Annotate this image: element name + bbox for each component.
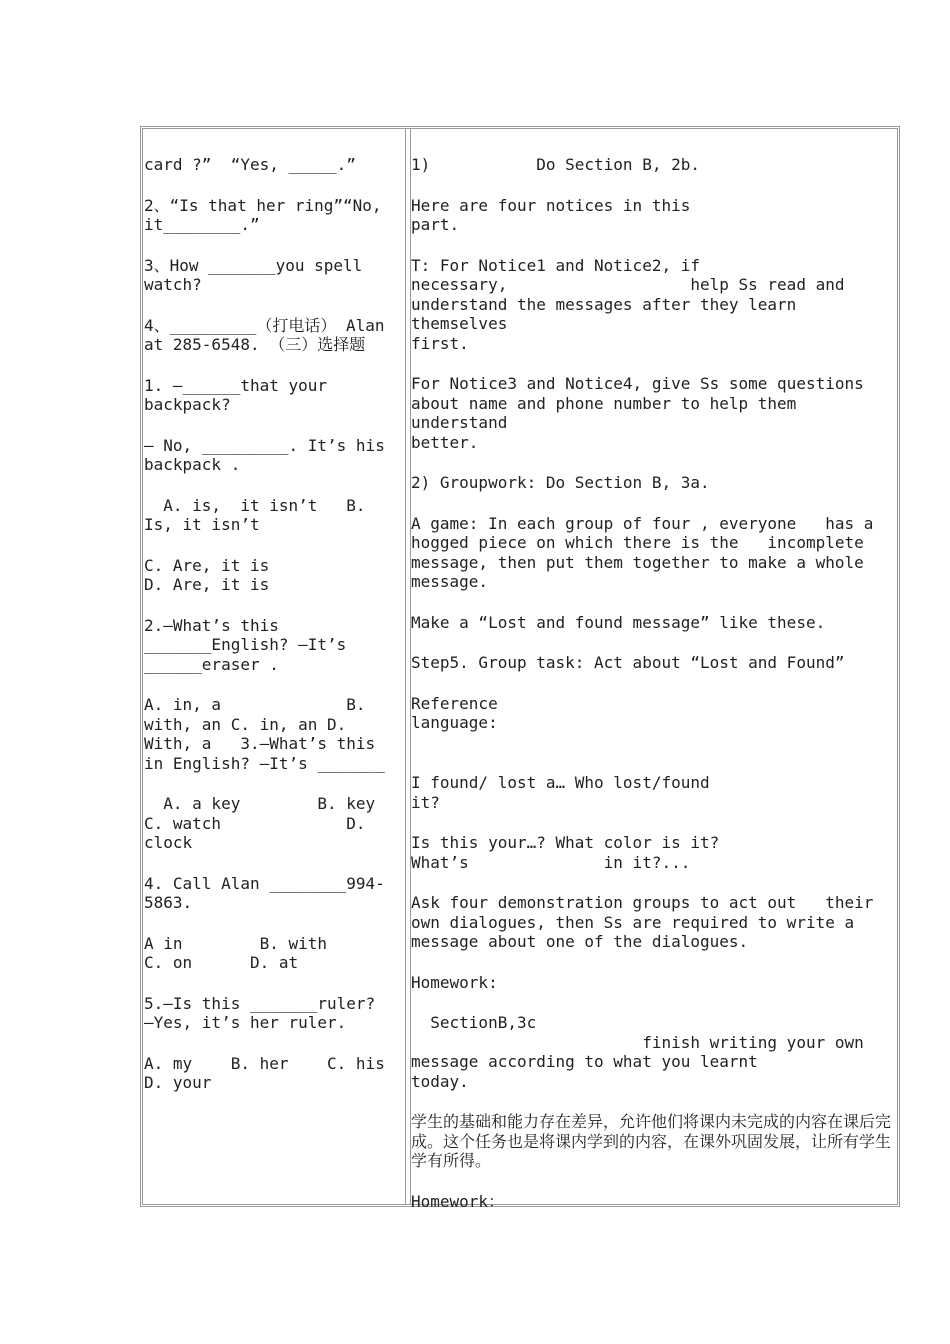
step-line: Here are four notices in this part. <box>411 195 691 234</box>
exercise-line: 2、“Is that her ring”“No, it________.” <box>144 195 392 234</box>
design-note: 学生的基础和能力存在差异，允许他们将课内未完成的内容在课后完成。这个任务也是将课内学到的内容，在课外巩固发展，让所有学生学有所得。 <box>411 1112 892 1170</box>
exercise-line: 1. —______that your backpack? <box>144 375 337 414</box>
exercise-option: C. Are, it is D. Are, it is <box>144 555 385 594</box>
exercise-line: — No, _________. It’s his backpack . <box>144 435 395 474</box>
step-line: Ask four demonstration groups to act out their own dialogues, then Ss are required to write a message about one of the dialogues. <box>411 893 874 951</box>
exercise-line: 4、_________（打电话） Alan at 285-6548. （三）选择题 <box>144 315 395 354</box>
left-column <box>143 129 408 1204</box>
reference-language-line: Is this your…? What color is it? What’s in it?... <box>411 833 720 872</box>
exercise-line: 3、How _______you spell watch? <box>144 255 372 294</box>
exercise-line: 5.—Is this _______ruler? —Yes, it’s her ruler. <box>144 993 376 1032</box>
exercise-line: 2.—What’s this _______English? —It’s ______eraser . <box>144 615 356 674</box>
homework-heading: Homework: <box>411 972 498 992</box>
lesson-plan-table <box>140 126 900 1211</box>
step-line: T: For Notice1 and Notice2, if necessary, help Ss read and understand the messages after they learn themselves first. <box>411 255 845 353</box>
exercise-option: A. my B. her C. his D. your <box>144 1053 385 1092</box>
homework-heading: Homework： <box>411 1191 505 1211</box>
exercise-option: A. is, it isn’t B. Is, it isn’t <box>144 495 376 534</box>
homework-line: SectionB,3c finish writing your own message according to what you learnt today. <box>411 1013 864 1091</box>
step-line: Make a “Lost and found message” like these. <box>411 612 826 632</box>
right-column <box>408 129 897 1211</box>
exercise-option: A in B. with C. on D. at <box>144 933 328 972</box>
step-line: A game: In each group of four , everyone has a hogged piece on which there is the incomplete message, then put them together to make a whole message. <box>411 513 874 591</box>
reference-language-line: I found/ lost a… Who lost/found it? <box>411 773 710 812</box>
step-line: 1) Do Section B, 2b. <box>411 155 700 174</box>
exercise-option: A. a key B. key C. watch D. clock <box>144 794 385 852</box>
step-line: 2) Groupwork: Do Section B, 3a. <box>411 473 710 492</box>
exercise-line: card ?” “Yes, _____.” <box>144 155 356 174</box>
step-line: For Notice3 and Notice4, give Ss some questions about name and phone number to help them understand better. <box>411 374 864 452</box>
step-line: Step5. Group task: Act about “Lost and Found” <box>411 653 845 672</box>
exercise-line: 4. Call Alan ________994-5863. <box>144 873 385 912</box>
reference-language-label: Reference language: <box>411 693 498 732</box>
exercise-option: A. in, a B. with, an C. in, an D. With, a 3.—What’s this in English? —It’s _______ <box>144 695 385 773</box>
